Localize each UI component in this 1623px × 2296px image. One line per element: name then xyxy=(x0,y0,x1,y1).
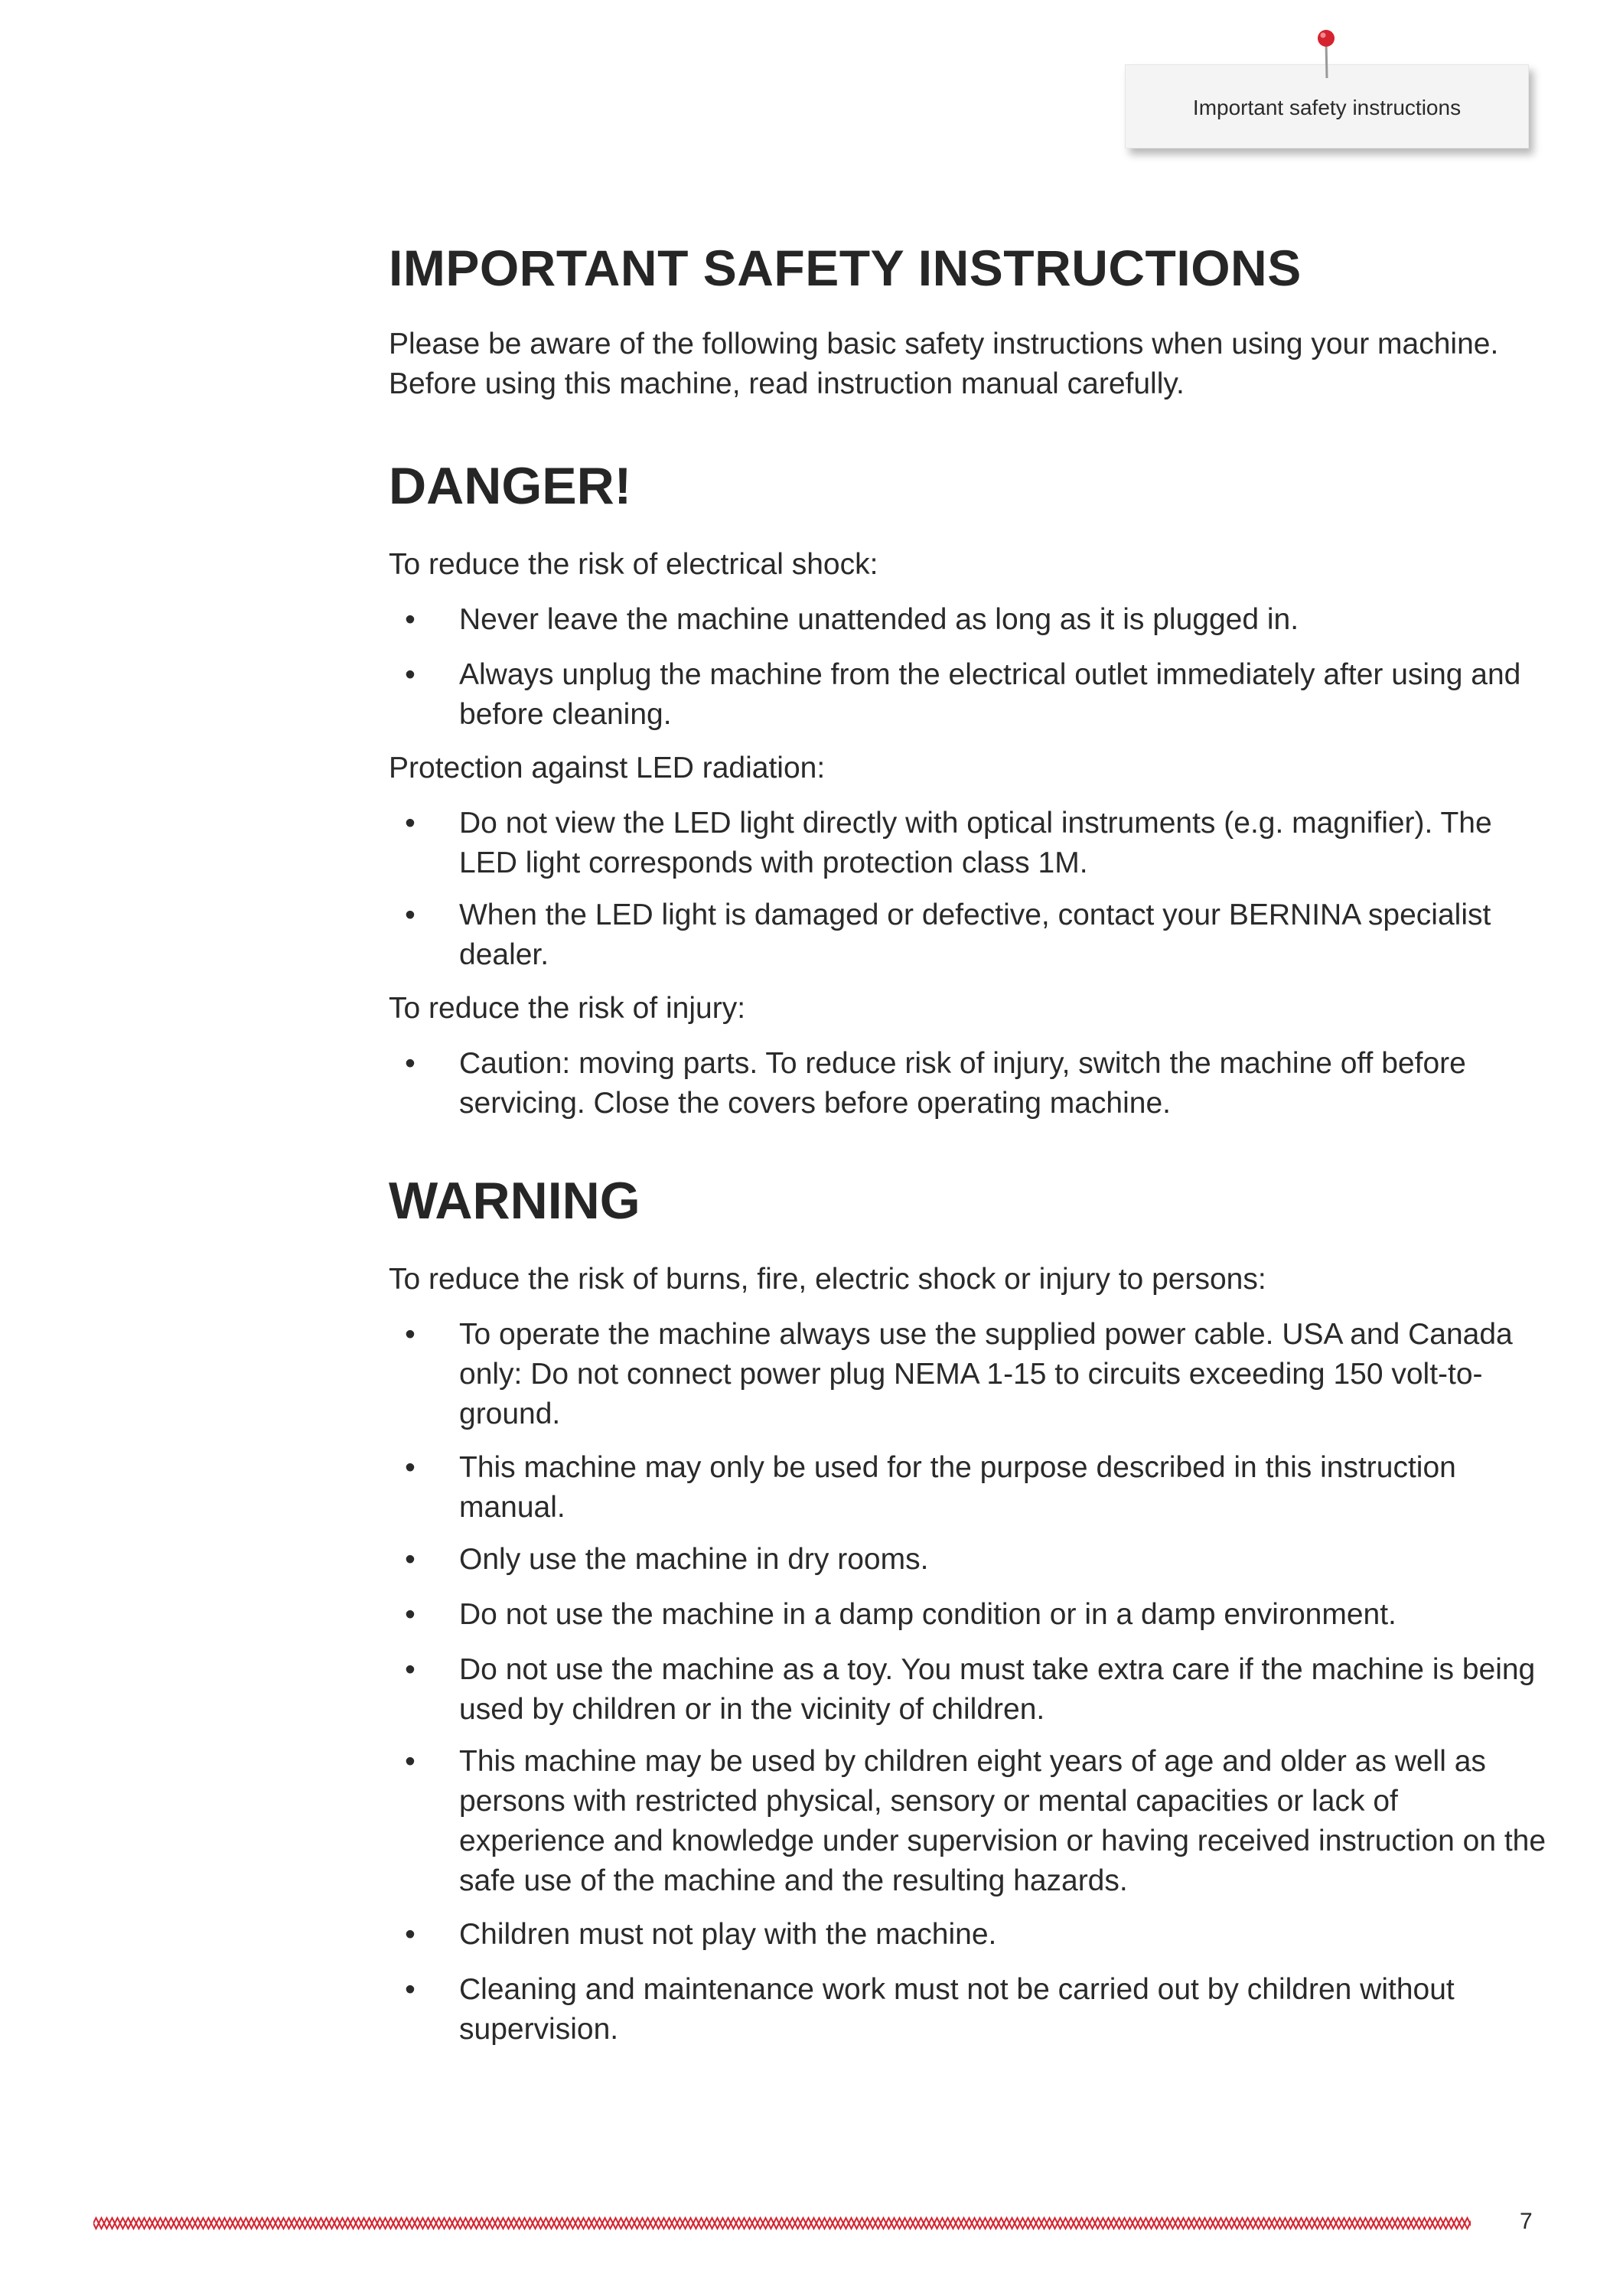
page-title: IMPORTANT SAFETY INSTRUCTIONS xyxy=(389,240,1302,296)
bullet-icon: • xyxy=(405,1918,416,1951)
bullet-icon: • xyxy=(405,1745,416,1778)
bullet-icon: • xyxy=(405,1047,416,1080)
warning-label: To reduce the risk of burns, fire, electric shock or injury to persons: xyxy=(389,1263,1266,1296)
danger-label-injury: To reduce the risk of injury: xyxy=(389,992,746,1025)
danger-label-electrical: To reduce the risk of electrical shock: xyxy=(389,548,878,581)
bullet-icon: • xyxy=(405,1973,416,2006)
bullet-icon: • xyxy=(405,1598,416,1631)
warning-heading: WARNING xyxy=(389,1172,640,1230)
bullet-icon: • xyxy=(405,603,416,636)
intro-paragraph: Please be aware of the following basic safety instructions when using your machine. Before using this machine, read instruction manual carefully. xyxy=(389,328,1499,400)
bullet-icon: • xyxy=(405,1543,416,1576)
bullet-icon: • xyxy=(405,658,416,691)
pin-icon xyxy=(1315,28,1338,81)
bullet-icon: • xyxy=(405,899,416,931)
section-tab-label: Important safety instructions xyxy=(1192,96,1462,119)
bullet-icon: • xyxy=(405,1451,416,1484)
decorative-zigzag-border xyxy=(93,2216,1471,2230)
bullet-icon: • xyxy=(405,1318,416,1351)
bullet-icon: • xyxy=(405,1653,416,1686)
danger-label-led: Protection against LED radiation: xyxy=(389,752,826,784)
page-number: 7 xyxy=(1520,2209,1533,2234)
danger-heading: DANGER! xyxy=(389,457,632,515)
bullet-icon: • xyxy=(405,807,416,840)
